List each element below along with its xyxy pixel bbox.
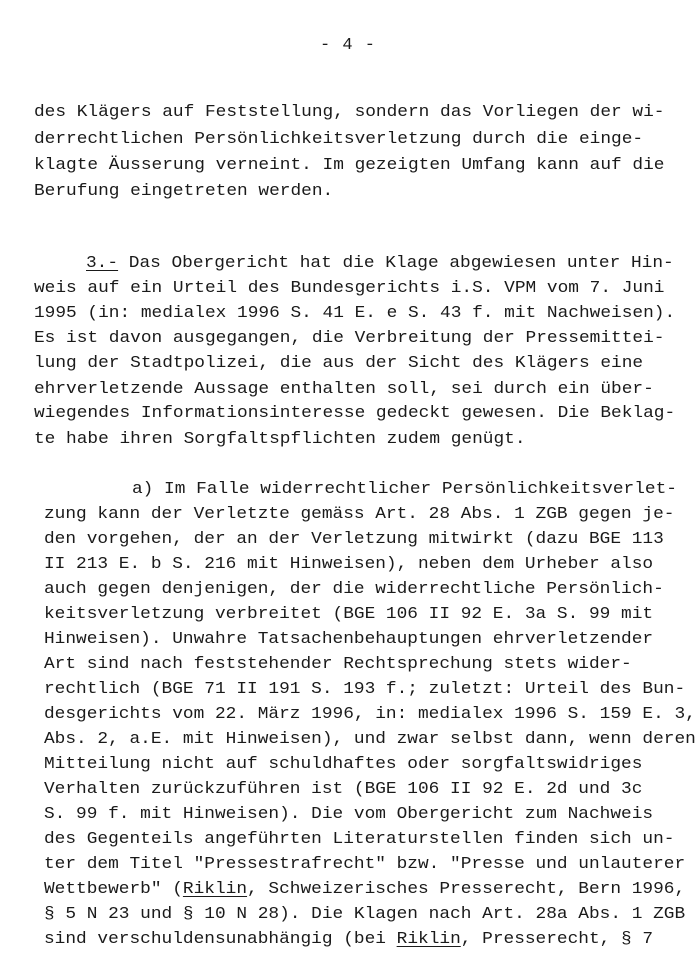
text-line: Verhalten zurückzuführen ist (BGE 106 II 92 E. 2d und 3c <box>44 780 643 798</box>
text-span: , Presserecht, § 7 <box>460 930 654 948</box>
page-number: - 4 - <box>319 36 376 55</box>
section-marker: 3.- <box>86 254 119 272</box>
text-line: ter dem Titel "Pressestrafrecht" bzw. "Presse und unlauterer <box>44 855 686 873</box>
text-line: auch gegen denjenigen, der die widerrechtliche Persönlich- <box>44 580 664 598</box>
text-line: keitsverletzung verbreitet (BGE 106 II 92 E. 3a S. 99 mit <box>44 605 654 623</box>
text-line: Mitteilung nicht auf schuldhaftes oder sorgfaltswidriges <box>44 755 643 773</box>
text-line: rechtlich (BGE 71 II 191 S. 193 f.; zuletzt: Urteil des Bun- <box>44 680 686 698</box>
text-line <box>86 255 674 271</box>
text-line: a) Im Falle widerrechtlicher Persönlichkeitsverlet- <box>132 480 677 498</box>
text-span: sind verschuldensunabhängig (bei <box>44 930 397 948</box>
text-line: lung der Stadtpolizei, die aus der Sicht des Klägers eine <box>34 354 644 372</box>
text-line: zung kann der Verletzte gemäss Art. 28 Abs. 1 ZGB gegen je- <box>44 505 675 523</box>
text-line: Es ist davon ausgegangen, die Verbreitung der Pressemittei- <box>34 329 665 347</box>
text-line: S. 99 f. mit Hinweisen). Die vom Obergericht zum Nachweis <box>44 805 654 823</box>
text-line: des Gegenteils angeführten Literaturstellen finden sich un- <box>44 830 675 848</box>
text-line: II 213 E. b S. 216 mit Hinweisen), neben dem Urheber also <box>44 555 654 573</box>
text-span: , Schweizerisches Presserecht, Bern 1996, <box>247 880 686 898</box>
text-line <box>44 881 685 897</box>
text-span: Wettbewerb" ( <box>44 880 183 898</box>
text-line: Berufung eingetreten werden. <box>34 182 334 200</box>
text-line: 1995 (in: medialex 1996 S. 41 E. e S. 43 f. mit Nachweisen). <box>34 304 676 322</box>
text-line: desgerichts vom 22. März 1996, in: medialex 1996 S. 159 E. 3, <box>44 705 696 723</box>
text-line: Abs. 2, a.E. mit Hinweisen), und zwar selbst dann, wenn deren <box>44 730 696 748</box>
text-span: Das Obergericht hat die Klage abgewiesen unter Hin- <box>118 254 674 272</box>
author-name-riklin: Riklin <box>396 930 461 948</box>
text-line: Hinweisen). Unwahre Tatsachenbehauptungen ehrverletzender <box>44 630 654 648</box>
text-line: Art sind nach feststehender Rechtsprechung stets wider- <box>44 655 632 673</box>
text-line: derrechtlichen Persönlichkeitsverletzung durch die einge- <box>34 130 644 148</box>
text-line: ehrverletzende Aussage enthalten soll, sei durch ein über- <box>34 380 654 398</box>
text-line: weis auf ein Urteil des Bundesgerichts i.S. VPM vom 7. Juni <box>34 279 665 297</box>
text-line: wiegendes Informationsinteresse gedeckt gewesen. Die Beklag- <box>34 404 676 422</box>
text-line: klagte Äusserung verneint. Im gezeigten Umfang kann auf die <box>34 156 665 174</box>
text-line: den vorgehen, der an der Verletzung mitwirkt (dazu BGE 113 <box>44 530 664 548</box>
text-line: te habe ihren Sorgfaltspflichten zudem genügt. <box>34 430 526 448</box>
text-line: § 5 N 23 und § 10 N 28). Die Klagen nach Art. 28a Abs. 1 ZGB <box>44 905 686 923</box>
text-line: des Klägers auf Feststellung, sondern das Vorliegen der wi- <box>34 103 665 121</box>
author-name-riklin: Riklin <box>182 880 248 898</box>
text-line <box>44 931 653 947</box>
